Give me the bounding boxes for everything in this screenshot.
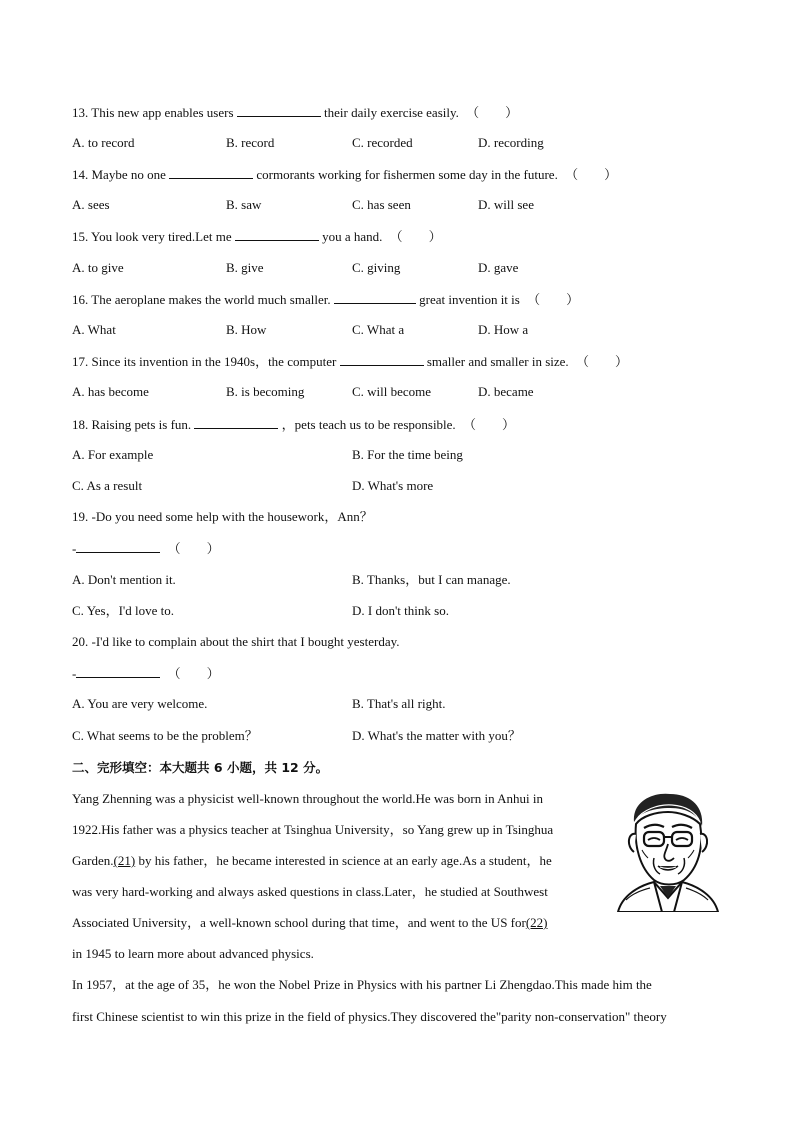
answer-blank[interactable]: [340, 353, 424, 366]
option-d[interactable]: D. I don't think so.: [352, 603, 449, 618]
option-d[interactable]: D. What's more: [352, 478, 434, 493]
option-c[interactable]: C. giving: [352, 260, 401, 275]
option-d[interactable]: D. became: [478, 384, 534, 399]
question-text-after: you a hand.: [322, 229, 383, 244]
question-13: [72, 104, 518, 121]
option-a[interactable]: A. has become: [72, 384, 149, 399]
option-b[interactable]: B. For the time being: [352, 447, 463, 462]
portrait-image: [612, 788, 722, 912]
option-a[interactable]: A. For example: [72, 447, 154, 462]
question-text: 16. The aeroplane makes the world much smaller.: [72, 292, 331, 307]
answer-blank[interactable]: [76, 665, 160, 678]
option-d[interactable]: D. gave: [478, 260, 519, 275]
option-b[interactable]: B. is becoming: [226, 384, 305, 399]
option-b[interactable]: B. record: [226, 135, 275, 150]
option-c[interactable]: C. has seen: [352, 197, 411, 212]
reply-dash: -: [72, 666, 77, 681]
question-20: [72, 634, 400, 650]
answer-blank[interactable]: [169, 166, 253, 179]
section-heading-suffix: 分。: [303, 760, 329, 775]
question-text: 13. This new app enables users: [72, 105, 234, 120]
option-d[interactable]: D. will see: [478, 197, 534, 212]
passage-line: [72, 915, 548, 931]
option-a[interactable]: A. sees: [72, 197, 110, 212]
question-14: [72, 166, 617, 183]
section-heading-prefix: 二、完形填空：本大题共: [72, 760, 210, 775]
option-a[interactable]: A. What: [72, 322, 116, 337]
question-17: [72, 353, 628, 370]
passage-line: In 1957，at the age of 35，he won the Nobel Prize in Physics with his partner Li Zhengdao.This made him the: [72, 977, 652, 992]
question-19: [72, 509, 373, 525]
answer-paren[interactable]: （ ）: [389, 229, 442, 244]
question-text: 15. You look very tired.Let me: [72, 229, 232, 244]
answer-paren[interactable]: （ ）: [462, 417, 515, 432]
option-c[interactable]: C. will become: [352, 384, 432, 399]
passage-line: was very hard-working and always asked questions in class.Later，he studied at Southwest: [72, 884, 548, 899]
option-c[interactable]: C. recorded: [352, 135, 413, 150]
question-text: 14. Maybe no one: [72, 167, 166, 182]
answer-paren[interactable]: （ ）: [575, 354, 628, 369]
passage-line: [72, 853, 552, 869]
answer-blank[interactable]: [334, 291, 416, 304]
question-text: 19. -Do you need some help with the housework，Ann？: [72, 509, 373, 524]
option-b[interactable]: B. give: [226, 260, 264, 275]
question-16: [72, 291, 579, 308]
question-text: 20. -I'd like to complain about the shirt that I bought yesterday.: [72, 634, 400, 649]
passage-line: 1922.His father was a physics teacher at Tsinghua University，so Yang grew up in Tsinghua: [72, 822, 554, 837]
answer-blank[interactable]: [235, 228, 319, 241]
option-d[interactable]: D. What's the matter with you？: [352, 728, 521, 743]
option-a[interactable]: A. to record: [72, 135, 135, 150]
question-text-after: smaller and smaller in size.: [426, 354, 569, 369]
question-text-after: cormorants working for fishermen some day in the future.: [256, 167, 558, 182]
reply-line: [72, 665, 220, 682]
question-text-after: ，pets teach us to be responsible.: [281, 417, 456, 432]
section-heading-score: 12: [281, 760, 299, 775]
answer-paren[interactable]: （ ）: [565, 167, 618, 182]
option-c[interactable]: C. As a result: [72, 478, 143, 493]
passage-line: first Chinese scientist to win this prize in the field of physics.They discovered the"parity non-conservation" theory: [72, 1009, 667, 1024]
option-b[interactable]: B. How: [226, 322, 267, 337]
blank-21[interactable]: (21): [113, 853, 136, 868]
answer-paren[interactable]: （ ）: [527, 292, 580, 307]
option-b[interactable]: B. saw: [226, 197, 262, 212]
option-a[interactable]: A. to give: [72, 260, 124, 275]
answer-paren[interactable]: （ ）: [466, 105, 519, 120]
section-heading: [72, 760, 328, 776]
passage-text: Associated University，a well-known school during that time，and went to the US for: [72, 915, 526, 930]
option-b[interactable]: B. That's all right.: [352, 696, 446, 711]
section-heading-count: 6: [213, 760, 223, 775]
passage-text: by his father，he became interested in science at an early age.As a student，he: [135, 853, 552, 868]
answer-blank[interactable]: [194, 416, 278, 429]
option-c[interactable]: C. Yes，I'd love to.: [72, 603, 175, 618]
reply-dash: -: [72, 541, 77, 556]
question-text: 17. Since its invention in the 1940s，the computer: [72, 354, 337, 369]
option-c[interactable]: C. What a: [352, 322, 405, 337]
option-d[interactable]: D. recording: [478, 135, 544, 150]
question-18: [72, 416, 515, 433]
answer-paren[interactable]: （ ）: [167, 541, 220, 556]
question-text-after: their daily exercise easily.: [324, 105, 459, 120]
section-heading-mid: 小题，共: [226, 760, 277, 775]
option-d[interactable]: D. How a: [478, 322, 529, 337]
option-c[interactable]: C. What seems to be the problem？: [72, 728, 258, 743]
passage-text: Garden.: [72, 853, 114, 868]
question-15: [72, 228, 442, 245]
answer-blank[interactable]: [237, 104, 321, 117]
option-a[interactable]: A. You are very welcome.: [72, 696, 208, 711]
passage-line: Yang Zhenning was a physicist well-known throughout the world.He was born in Anhui in: [72, 791, 543, 806]
answer-paren[interactable]: （ ）: [167, 666, 220, 681]
option-a[interactable]: A. Don't mention it.: [72, 572, 176, 587]
option-b[interactable]: B. Thanks，but I can manage.: [352, 572, 511, 587]
reply-line: [72, 540, 220, 557]
answer-blank[interactable]: [76, 540, 160, 553]
question-text: 18. Raising pets is fun.: [72, 417, 192, 432]
passage-line: in 1945 to learn more about advanced physics.: [72, 946, 314, 961]
blank-22[interactable]: (22): [525, 915, 548, 930]
question-text-after: great invention it is: [419, 292, 520, 307]
